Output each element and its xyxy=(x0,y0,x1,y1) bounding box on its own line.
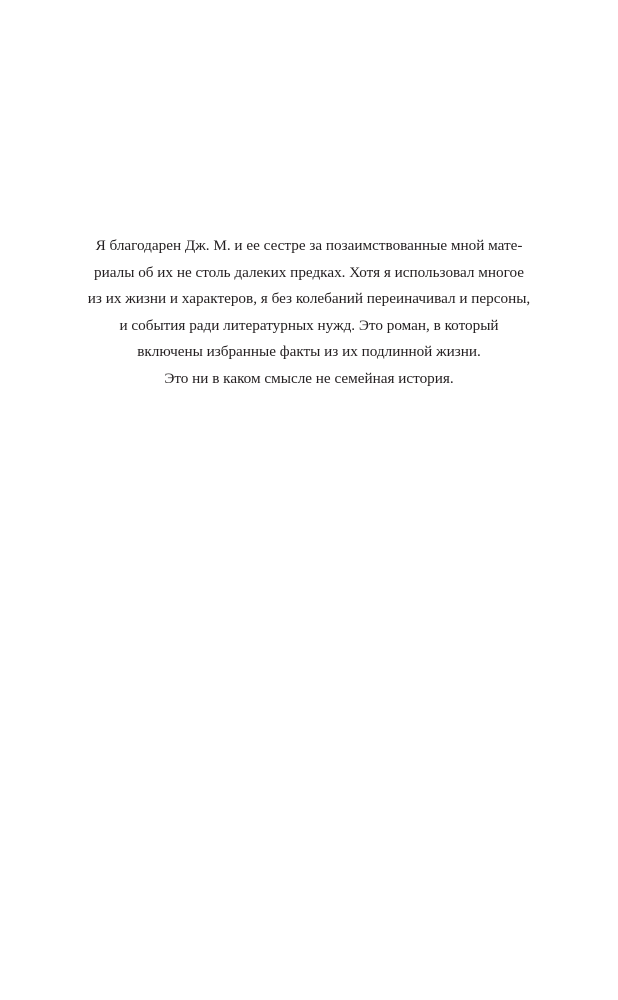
note-line: из их жизни и характеров, я без колебаний переиначивал и персоны, xyxy=(87,290,531,307)
note-line: и события ради литературных нужд. Это роман, в который xyxy=(119,316,499,334)
note-line: включены избранные факты из их подлинной жизни. xyxy=(137,343,481,360)
note-line: Я благодарен Дж. М. и ее сестре за позаимствованные мной мате- xyxy=(95,237,523,254)
note-line: Это ни в каком смысле не семейная история. xyxy=(164,369,454,387)
note-line: риалы об их не столь далеких предках. Хотя я использовал многое xyxy=(94,263,524,281)
acknowledgement-note xyxy=(70,233,548,392)
